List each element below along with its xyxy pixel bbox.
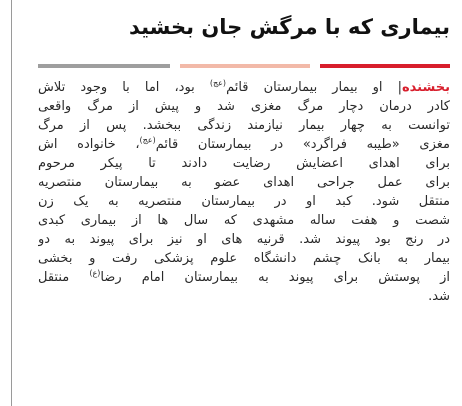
- body-line: بیمار به بانک چشم دانشگاه علوم پزشکی رفت و بخشی: [38, 251, 450, 266]
- article-body: [38, 78, 450, 306]
- body-line: شصت و هفت ساله مشهدی که سال ها از بیماری کبدی: [38, 213, 450, 228]
- body-line: [38, 78, 450, 97]
- headline-color-stripes: [38, 64, 450, 68]
- body-line: توانست به چهار بیمار نیازمند زندگی ببخشد. پس از مرگ: [38, 118, 450, 133]
- body-line: [38, 268, 450, 287]
- body-line: برای اهدای اعضایش رضایت دادند تا پیکر مرحوم: [38, 156, 450, 171]
- stripe-gray: [38, 64, 170, 68]
- body-line: منتقل شود. کبد او در بیمارستان منتصریه به یک زن: [38, 194, 450, 209]
- body-line: در رنج بود پیوند شد. قرنیه های او نیز برای پیوند به دو: [38, 232, 450, 247]
- headline: بیماری که با مرگش جان بخشید: [128, 15, 450, 39]
- column-divider: [11, 0, 12, 406]
- body-line: برای عمل جراحی اهدای عضو به بیمارستان منتصریه: [38, 175, 450, 190]
- body-line: شد.: [428, 289, 450, 304]
- body-text: مغزی «طیبه فراگرد» در بیمارستان قائم: [155, 137, 450, 152]
- stripe-red: [320, 64, 450, 68]
- honorific-superscript: (عج): [209, 78, 227, 88]
- body-text: از پوستش برای پیوند به بیمارستان امام رضا: [100, 270, 450, 285]
- body-text: بود، اما با وجود تلاش: [38, 80, 210, 95]
- body-text: | او بیمار بیمارستان قائم: [226, 80, 402, 95]
- lead-word: بخشنده: [402, 80, 450, 95]
- body-text: منتقل: [38, 270, 90, 285]
- body-line: [38, 135, 450, 154]
- body-line: کادر درمان دچار مرگ مغزی شد و پیش از مرگ واقعی: [38, 99, 450, 114]
- stripe-peach: [180, 64, 310, 68]
- honorific-superscript: (ع): [89, 268, 101, 278]
- body-text: ، خانواده اش: [38, 137, 140, 152]
- honorific-superscript: (عج): [139, 135, 156, 145]
